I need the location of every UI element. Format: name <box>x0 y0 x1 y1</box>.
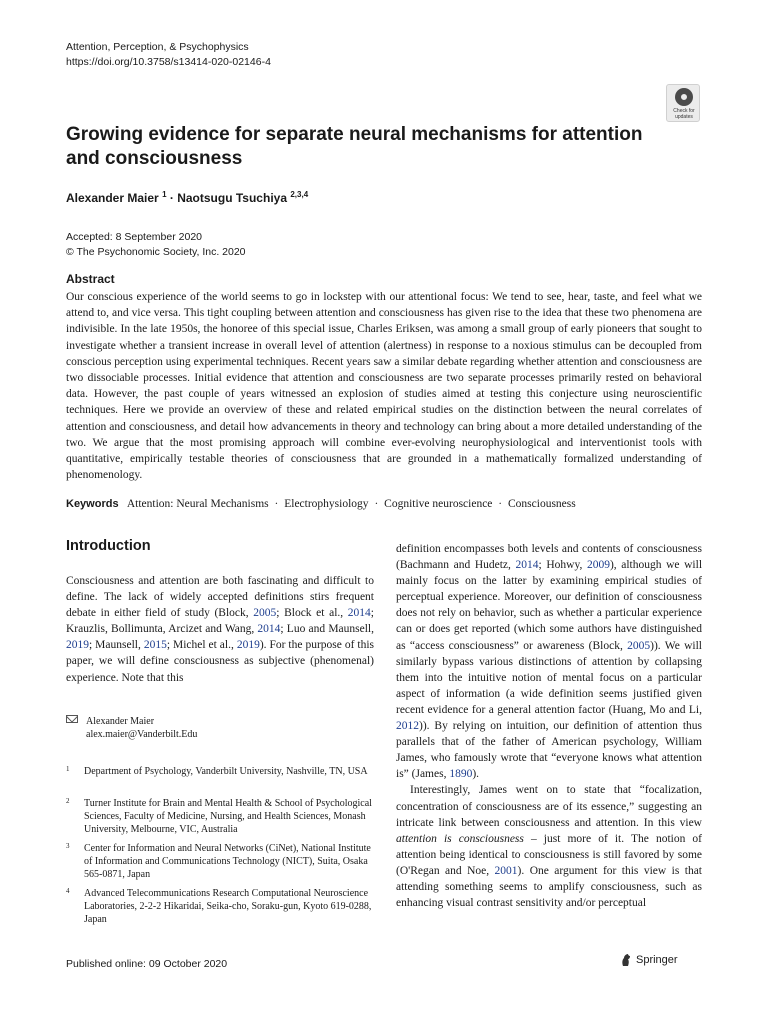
abstract-text: Our conscious experience of the world seems to go in lockstep with our attentional focus: We tend to see, hear, taste, and feel what we attend to, and vice versa. This tight coupling between attention and consciousness has given rise to the idea that these two phenomena are indivisible. In the late 1950s, the honoree of this special issue, Charles Eriksen, was among a small group of early pioneers that sought to investigate whether a transient increase in overall level of attention (alertness) in response to a noxious stimulus can be decoupled from conscious perception using experimental techniques. Recent years saw a similar debate regarding whether attention and consciousness are two dissociable processes. Initial evidence that attention and consciousness are two separate processes primarily rested on behavioral data. However, the past couple of years witnessed an explosion of studies aimed at testing this conjecture using neuroscientific techniques. Here we provide an overview of these and related empirical studies on the distinction between the neural correlates of attention and consciousness, and detail how advancements in theory and technology can bring about a more detailed understanding of the two. We argue that the most promising approach will combine ever-evolving neurophysiological and interventionist tools with quantitative, empirically testable theories of consciousness that are grounded in a mathematically formalized understanding of phenomenology. <box>66 291 702 482</box>
crossmark-icon <box>675 88 693 106</box>
correspondence <box>66 715 197 741</box>
intro-column-right <box>396 541 702 911</box>
keywords-label: Keywords <box>66 498 119 510</box>
affiliation <box>66 765 374 778</box>
author-1-affil: 1 <box>162 190 167 199</box>
text-run: ; Hohwy, <box>538 559 587 572</box>
text-run: ; Luo and Maunsell, <box>280 623 374 636</box>
author-2[interactable]: Naotsugu Tsuchiya <box>177 191 287 205</box>
intro-column-left <box>66 573 374 686</box>
copyright-line: © The Psychonomic Society, Inc. 2020 <box>66 245 246 258</box>
text-run: ; Maunsell, <box>89 639 144 652</box>
affiliation-number: 4 <box>66 887 70 895</box>
intro-paragraph <box>396 782 702 911</box>
keyword-item: Cognitive neuroscience <box>384 498 493 510</box>
emphasis-text: attention is consciousness <box>396 832 524 845</box>
affiliation <box>66 842 374 881</box>
text-run: ). One argument for this view is that attending something seems to amplify consciousness, such as enhancing visual contrast sensitivity and/or perceptual <box>396 864 702 910</box>
author-list <box>66 190 308 205</box>
affiliation <box>66 887 374 926</box>
correspondence-name: Alexander Maier <box>86 716 155 727</box>
keyword-separator: · <box>274 498 279 510</box>
affiliation-number: 3 <box>66 842 70 850</box>
journal-header <box>66 40 271 70</box>
text-run: ), although we will mainly focus on the latter by examining empirical studies of perceptual experience. Moreover, our definition of consciousness does not rely on behavior, such as whether a particular experience can or does get reported (which some authors have distinguished as “access consciousness” or awareness (Block, <box>396 559 703 652</box>
published-date: Published online: 09 October 2020 <box>66 958 228 970</box>
springer-horse-icon <box>620 953 632 967</box>
citation-link[interactable]: 2014 <box>347 607 371 620</box>
keyword-item: Electrophysiology <box>284 498 369 510</box>
text-run: )). By relying on intuition, our definition of attention thus parallels that of the father of American psychology, William James, who famously wrote that “everyone knows what attention is” (James, <box>396 720 702 781</box>
citation-link[interactable]: 2019 <box>66 639 89 652</box>
publisher-name: Springer <box>636 954 678 966</box>
citation-link[interactable]: 2014 <box>515 559 539 572</box>
keyword-item: Attention: Neural Mechanisms <box>126 498 269 510</box>
keyword-separator: · <box>498 498 503 510</box>
intro-paragraph <box>66 573 374 686</box>
citation-link[interactable]: 2001 <box>494 864 518 877</box>
text-run: ; Michel et al., <box>166 639 237 652</box>
envelope-icon <box>66 715 78 723</box>
affiliation-text: Department of Psychology, Vanderbilt University, Nashville, TN, USA <box>84 766 368 777</box>
affiliation-text: Advanced Telecommunications Research Computational Neuroscience Laboratories, 2-2-2 Hikaridai, Seika-cho, Soraku-gun, Kyoto 619-0288, Japan <box>84 888 372 925</box>
intro-paragraph <box>396 541 702 782</box>
abstract-heading: Abstract <box>66 272 115 286</box>
text-run: definition encompasses both levels and contents of consciousness (Bachmann and Hudetz, <box>396 543 702 572</box>
affiliation <box>66 797 374 836</box>
affiliation-text: Center for Information and Neural Networks (CiNet), National Institute of Information and Communications Technology (NICT), Suita, Osaka 565-0871, Japan <box>84 843 371 880</box>
keywords <box>66 498 702 510</box>
journal-name: Attention, Perception, & Psychophysics <box>66 41 249 53</box>
text-run: ). <box>472 768 480 781</box>
article-dates <box>66 230 246 259</box>
section-heading-introduction: Introduction <box>66 538 151 554</box>
affiliation-text: Turner Institute for Brain and Mental Health & School of Psychological Sciences, Faculty of Medicine, Nursing, and Health Sciences, Monash University, Melbourne, VIC, Australia <box>84 798 372 835</box>
citation-link[interactable]: 2015 <box>143 639 167 652</box>
publisher-logo <box>620 953 678 967</box>
affiliation-number: 1 <box>66 765 70 773</box>
author-separator: · <box>169 191 174 205</box>
accepted-date: Accepted: 8 September 2020 <box>66 231 203 243</box>
text-run: ; Block et al., <box>276 607 348 620</box>
citation-link[interactable]: 1890 <box>449 768 473 781</box>
citation-link[interactable]: 2009 <box>586 559 610 572</box>
citation-link[interactable]: 2014 <box>257 623 281 636</box>
citation-link[interactable]: 2012 <box>396 720 419 733</box>
badge-line1: Check for <box>673 108 695 114</box>
text-run: Interestingly, James went on to state that “focalization, concentration of consciousness are of its essence,” suggesting an intricate link between consciousness and attention. In this view <box>396 784 702 829</box>
keyword-separator: · <box>374 498 379 510</box>
text-run: Consciousness and attention are both fascinating and difficult to define. The lack of widely accepted definitions stirs frequent debate in either field of study (Block, <box>66 575 374 620</box>
citation-link[interactable]: 2019 <box>236 639 260 652</box>
check-for-updates-badge[interactable] <box>666 84 700 122</box>
citation-link[interactable]: 2005 <box>253 607 277 620</box>
keyword-item: Consciousness <box>508 498 576 510</box>
doi-link[interactable]: https://doi.org/10.3758/s13414-020-02146-4 <box>66 56 271 68</box>
correspondence-email[interactable]: alex.maier@Vanderbilt.Edu <box>86 729 198 740</box>
author-1[interactable]: Alexander Maier <box>66 191 159 205</box>
affiliation-number: 2 <box>66 797 70 805</box>
citation-link[interactable]: 2005 <box>627 639 651 652</box>
text-run: ; Krauzlis, Bollimunta, Arcizet and Wang, <box>66 607 374 636</box>
text-run: ). For the purpose of this paper, we will define consciousness as subjective (phenomenal) experience. Note that this <box>66 639 374 684</box>
badge-line2: updates <box>675 114 693 120</box>
article-title: Growing evidence for separate neural mechanisms for attention and consciousness <box>66 124 643 169</box>
text-run: – just more of it. The notion of attention being identical to consciousness is still favored by some (O'Regan and Noe, <box>396 832 702 877</box>
text-run: )). We will similarly bypass various distinctions of attention by collapsing them into the intuitive notion of mental focus on a particular aspect of information (a wide definition seems justified given recent evidence for a general attention factor (Huang, Mo and Li, <box>396 639 702 716</box>
author-2-affil: 2,3,4 <box>290 190 309 199</box>
